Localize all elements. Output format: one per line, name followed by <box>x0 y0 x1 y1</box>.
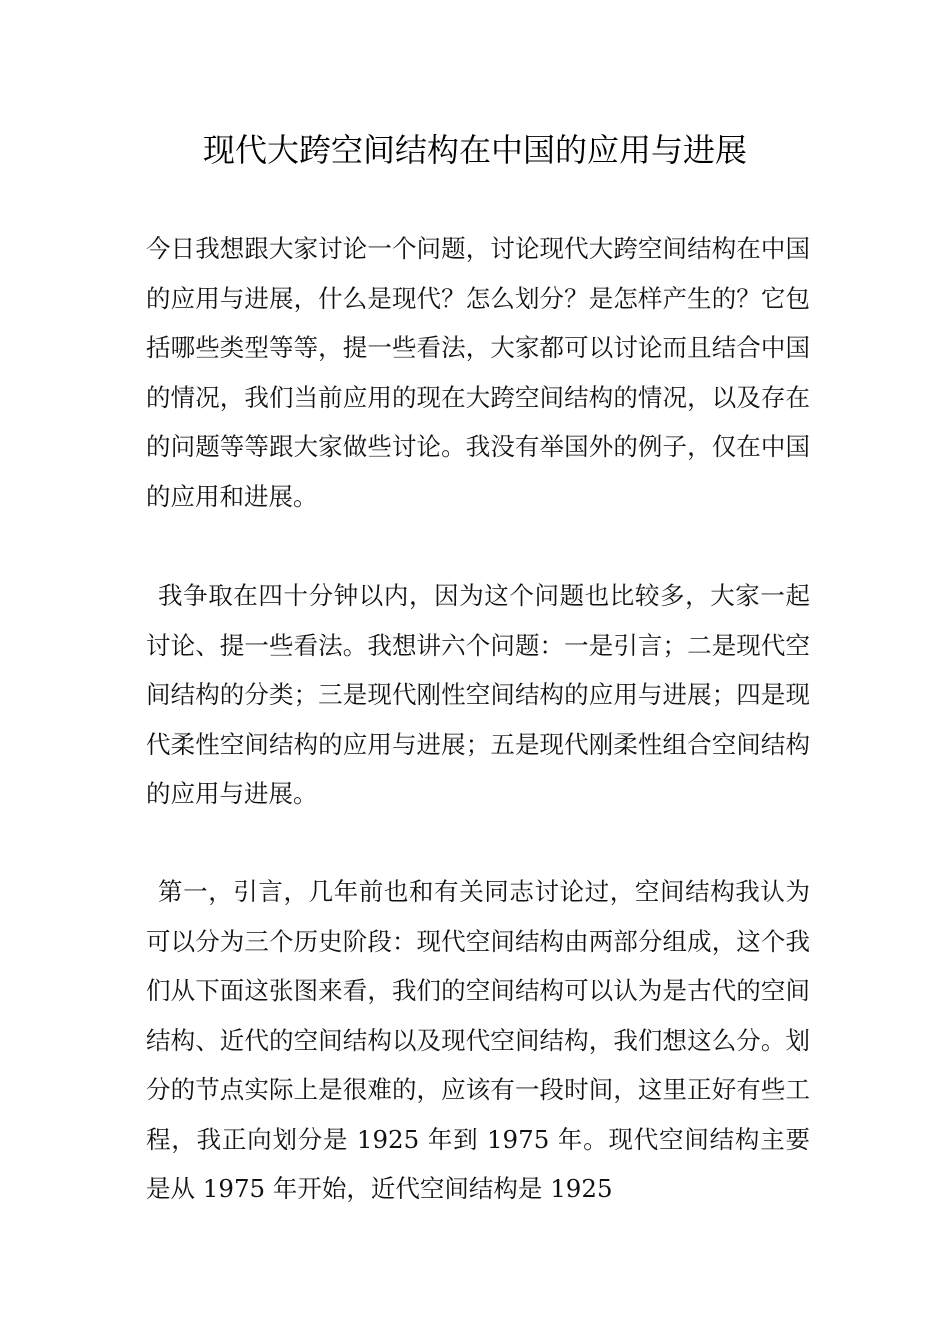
paragraph-intro: 今日我想跟大家讨论一个问题，讨论现代大跨空间结构在中国的应用与进展，什么是现代？怎么划分？是怎样产生的？它包括哪些类型等等，提一些看法，大家都可以讨论而且结合中国的情况，我们当前应用的现在大跨空间结构的情况，以及存在的问题等等跟大家做些讨论。我没有举国外的例子，仅在中国的应用和进展。 <box>146 234 810 511</box>
document-title: 现代大跨空间结构在中国的应用与进展 <box>202 131 747 169</box>
paragraph-outline: 我争取在四十分钟以内，因为这个问题也比较多，大家一起讨论、提一些看法。我想讲六个问题：一是引言；二是现代空间结构的分类；三是现代刚性空间结构的应用与进展；四是现代柔性空间结构的应用与进展；五是现代刚柔性组合空间结构的应用与进展。 <box>146 581 810 808</box>
paragraph-section-one: 第一，引言，几年前也和有关同志讨论过，空间结构我认为可以分为三个历史阶段：现代空间结构由两部分组成，这个我们从下面这张图来看，我们的空间结构可以认为是古代的空间结构、近代的空间结构以及现代空间结构，我们想这么分。划分的节点实际上是很难的，应该有一段时间，这里正好有些工程，我正向划分是 1925 年到 1975 年。现代空间结构主要是从 1975 年开始，近代空间结构是 1925 <box>146 877 810 1203</box>
